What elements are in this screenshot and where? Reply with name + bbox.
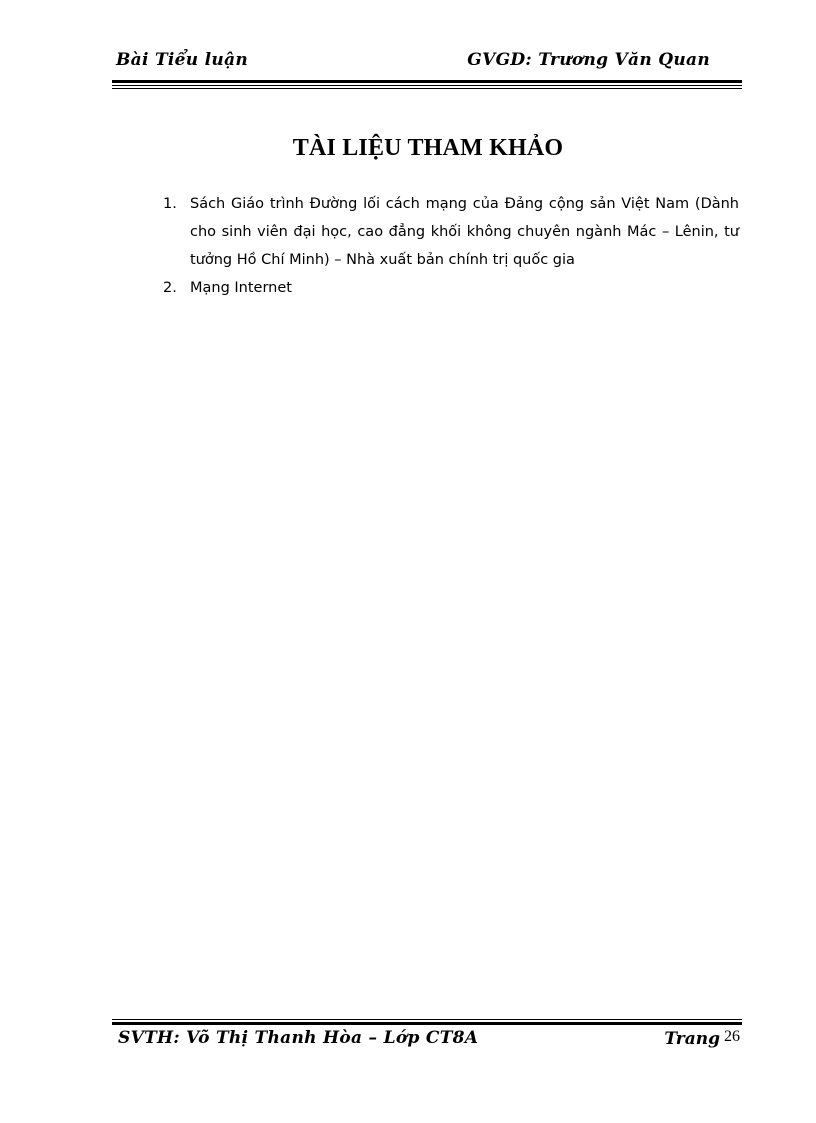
reference-text: Mạng Internet: [190, 280, 292, 296]
header-rule-thin: [112, 85, 742, 86]
footer-student-label: SVTH: Võ Thị Thanh Hòa – Lớp CT8A: [118, 1028, 479, 1048]
reference-text: Sách Giáo trình Đường lối cách mạng của Đảng cộng sản Việt Nam (Dành cho sinh viên đại học, cao đẳng khối không chuyên ngành Mác – Lênin, tư tưởng Hồ Chí Minh) – Nhà xuất bản chính trị quốc gia: [190, 196, 739, 268]
reference-item: [163, 190, 739, 274]
reference-item: [163, 274, 739, 302]
footer-rule-thin: [112, 1019, 742, 1020]
header-rule: [112, 80, 742, 91]
footer-page: [664, 1028, 740, 1049]
footer-page-label: Trang: [664, 1029, 720, 1049]
page-title: TÀI LIỆU THAM KHẢO: [292, 135, 564, 161]
header-rule-thick: [112, 80, 742, 83]
footer-rule: [112, 1019, 742, 1027]
header-instructor-label: GVGD: Trương Văn Quan: [467, 50, 710, 70]
header-course-label: Bài Tiểu luận: [116, 50, 249, 70]
page-footer: [116, 1028, 742, 1054]
reference-list: [163, 190, 739, 302]
reference-number: 1.: [163, 196, 177, 212]
page-header: [116, 48, 742, 74]
page-number: 26: [724, 1028, 740, 1045]
reference-number: 2.: [163, 280, 177, 296]
header-rule-thin-2: [112, 88, 742, 89]
footer-rule-thick: [112, 1022, 742, 1025]
